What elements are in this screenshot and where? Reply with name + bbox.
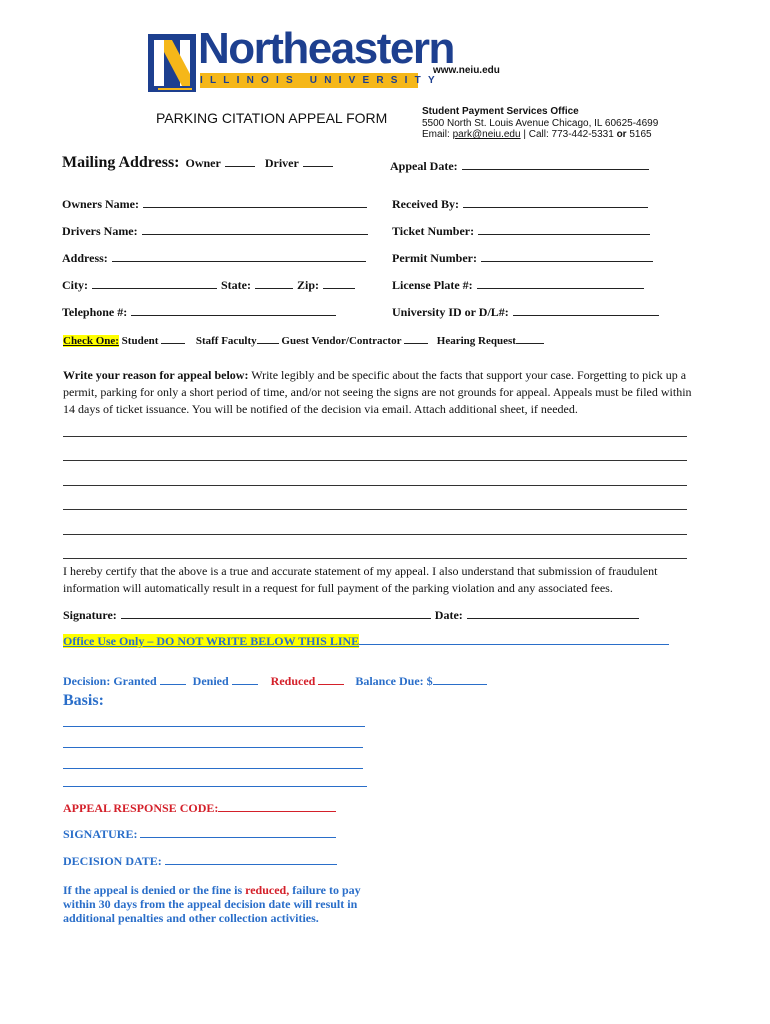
staff-faculty-check-field[interactable] xyxy=(257,343,279,344)
owners-name-row xyxy=(62,195,367,213)
guest-vendor-check-field[interactable] xyxy=(404,343,428,344)
phone-text: | Call: 773-442-5331 xyxy=(523,129,614,140)
appeal-date-label: Appeal Date: xyxy=(390,159,458,173)
student-label: Student xyxy=(121,335,159,347)
decision-date-field[interactable] xyxy=(165,864,337,865)
appeal-date-field[interactable] xyxy=(462,169,649,170)
decision-label: Decision: xyxy=(63,674,111,688)
student-check-field[interactable] xyxy=(161,343,185,344)
driver-label: Driver xyxy=(264,156,299,170)
office-address: 5500 North St. Louis Avenue Chicago, IL 60625-4699 xyxy=(422,118,659,129)
check-one-row xyxy=(63,335,544,347)
decision-date-label: DECISION DATE: xyxy=(63,854,162,868)
hearing-request-label: Hearing Request xyxy=(436,335,516,347)
basis-line-1[interactable] xyxy=(63,726,365,727)
reason-text: Write legibly and be specific about the facts that support your case. Forgetting to pick up a permit, parking for only a short period of time, and/or not seeing the signs are not grounds for appeal. Appeals must be filed within 14 days of ticket issuance. You will be notified of the decision via email. Attach additional sheet, if needed. xyxy=(63,368,692,416)
signature-label: Signature: xyxy=(63,608,117,622)
email-link[interactable]: park@neiu.edu xyxy=(452,129,521,140)
date-field[interactable] xyxy=(467,618,639,619)
university-logo xyxy=(148,24,454,92)
office-use-line xyxy=(359,644,669,645)
reason-line-1[interactable] xyxy=(63,436,687,437)
reason-line-5[interactable] xyxy=(63,534,687,535)
office-name: Student Payment Services Office xyxy=(422,106,579,117)
logo-wordmark: Northeastern xyxy=(198,24,454,73)
drivers-name-label: Drivers Name: xyxy=(62,224,138,238)
zip-label: Zip: xyxy=(297,278,320,292)
ticket-number-row xyxy=(392,222,650,240)
guest-vendor-label: Guest Vendor/Contractor xyxy=(281,335,402,347)
mailing-address-row xyxy=(62,154,333,172)
reason-line-3[interactable] xyxy=(63,485,687,486)
university-id-row xyxy=(392,303,659,321)
date-label: Date: xyxy=(434,608,463,622)
telephone-label: Telephone #: xyxy=(62,305,128,319)
reason-line-4[interactable] xyxy=(63,509,687,510)
response-signature-row xyxy=(63,827,336,842)
university-id-field[interactable] xyxy=(513,315,659,316)
basis-label: Basis: xyxy=(63,692,104,709)
signature-field[interactable] xyxy=(121,618,431,619)
reason-line-2[interactable] xyxy=(63,460,687,461)
balance-due-field[interactable] xyxy=(433,684,487,685)
granted-check-field[interactable] xyxy=(160,684,186,685)
balance-due-label: Balance Due: $ xyxy=(355,674,433,688)
city-state-zip-row xyxy=(62,276,355,294)
ticket-number-field[interactable] xyxy=(478,234,650,235)
reason-instructions xyxy=(63,367,693,418)
owners-name-label: Owners Name: xyxy=(62,197,139,211)
address-label: Address: xyxy=(62,251,108,265)
or-text: or xyxy=(616,129,627,140)
notice-reduced-word: reduced, xyxy=(245,883,290,897)
denied-label: Denied xyxy=(192,674,229,688)
check-one-label: Check One: xyxy=(63,335,119,347)
appeal-response-code-label: APPEAL RESPONSE CODE: xyxy=(63,801,219,815)
office-use-row xyxy=(63,632,669,650)
granted-label: Granted xyxy=(113,674,157,688)
hearing-request-check-field[interactable] xyxy=(516,343,544,344)
reason-line-6[interactable] xyxy=(63,558,687,559)
state-field[interactable] xyxy=(255,288,293,289)
owners-name-field[interactable] xyxy=(143,207,367,208)
response-signature-label: SIGNATURE: xyxy=(63,827,138,841)
ticket-number-label: Ticket Number: xyxy=(392,224,475,238)
address-field[interactable] xyxy=(112,261,366,262)
basis-line-4[interactable] xyxy=(63,786,367,787)
telephone-field[interactable] xyxy=(131,315,336,316)
reduced-label: Reduced xyxy=(270,674,316,688)
drivers-name-row xyxy=(62,222,368,240)
certification-statement: I hereby certify that the above is a true and accurate statement of my appeal. I also understand that submission of fraudulent information will automatically result in a request for full payment of the parking violation and any associated fees. xyxy=(63,564,658,595)
signature-row xyxy=(63,606,639,624)
website-link[interactable]: www.neiu.edu xyxy=(433,65,500,76)
driver-check-field[interactable] xyxy=(303,166,333,167)
license-plate-label: License Plate #: xyxy=(392,278,473,292)
appeal-response-code-row xyxy=(63,801,336,816)
staff-faculty-label: Staff Faculty xyxy=(195,335,257,347)
city-label: City: xyxy=(62,278,88,292)
license-plate-field[interactable] xyxy=(477,288,644,289)
university-id-label: University ID or D/L#: xyxy=(392,305,509,319)
state-label: State: xyxy=(221,278,251,292)
permit-number-field[interactable] xyxy=(481,261,653,262)
appeal-response-code-field[interactable] xyxy=(218,811,336,812)
telephone-row xyxy=(62,303,336,321)
reduced-check-field[interactable] xyxy=(318,684,344,685)
address-row xyxy=(62,249,366,267)
drivers-name-field[interactable] xyxy=(142,234,368,235)
license-plate-row xyxy=(392,276,644,294)
logo-subtext-bar: ILLINOIS UNIVERSITY xyxy=(200,75,442,86)
basis-line-2[interactable] xyxy=(63,747,363,748)
email-label: Email: xyxy=(422,129,450,140)
late-payment-notice xyxy=(63,883,368,925)
neiu-n-logo-icon xyxy=(148,34,196,92)
mailing-address-label: Mailing Address: xyxy=(62,154,180,171)
response-signature-field[interactable] xyxy=(140,837,336,838)
notice-text-1: If the appeal is denied or the fine is xyxy=(63,883,246,897)
city-field[interactable] xyxy=(92,288,217,289)
zip-field[interactable] xyxy=(323,288,355,289)
notice-text-2: failure to pay within 30 days from the appeal decision date will result in additional penalties and other collection activities. xyxy=(63,883,361,925)
owner-check-field[interactable] xyxy=(225,166,255,167)
basis-line-3[interactable] xyxy=(63,768,363,769)
phone-ext: 5165 xyxy=(629,129,652,140)
form-title: PARKING CITATION APPEAL FORM xyxy=(156,110,388,126)
appeal-date-row xyxy=(390,157,649,175)
denied-check-field[interactable] xyxy=(232,684,258,685)
received-by-label: Received By: xyxy=(392,197,459,211)
permit-number-row xyxy=(392,249,653,267)
received-by-field[interactable] xyxy=(463,207,648,208)
office-contact xyxy=(422,129,652,140)
permit-number-label: Permit Number: xyxy=(392,251,477,265)
office-use-label: Office Use Only – DO NOT WRITE BELOW THIS LINE xyxy=(63,634,360,648)
reason-label: Write your reason for appeal below: xyxy=(63,368,249,382)
owner-label: Owner xyxy=(185,156,221,170)
decision-date-row xyxy=(63,854,337,869)
decision-row xyxy=(63,674,487,689)
received-by-row xyxy=(392,195,648,213)
